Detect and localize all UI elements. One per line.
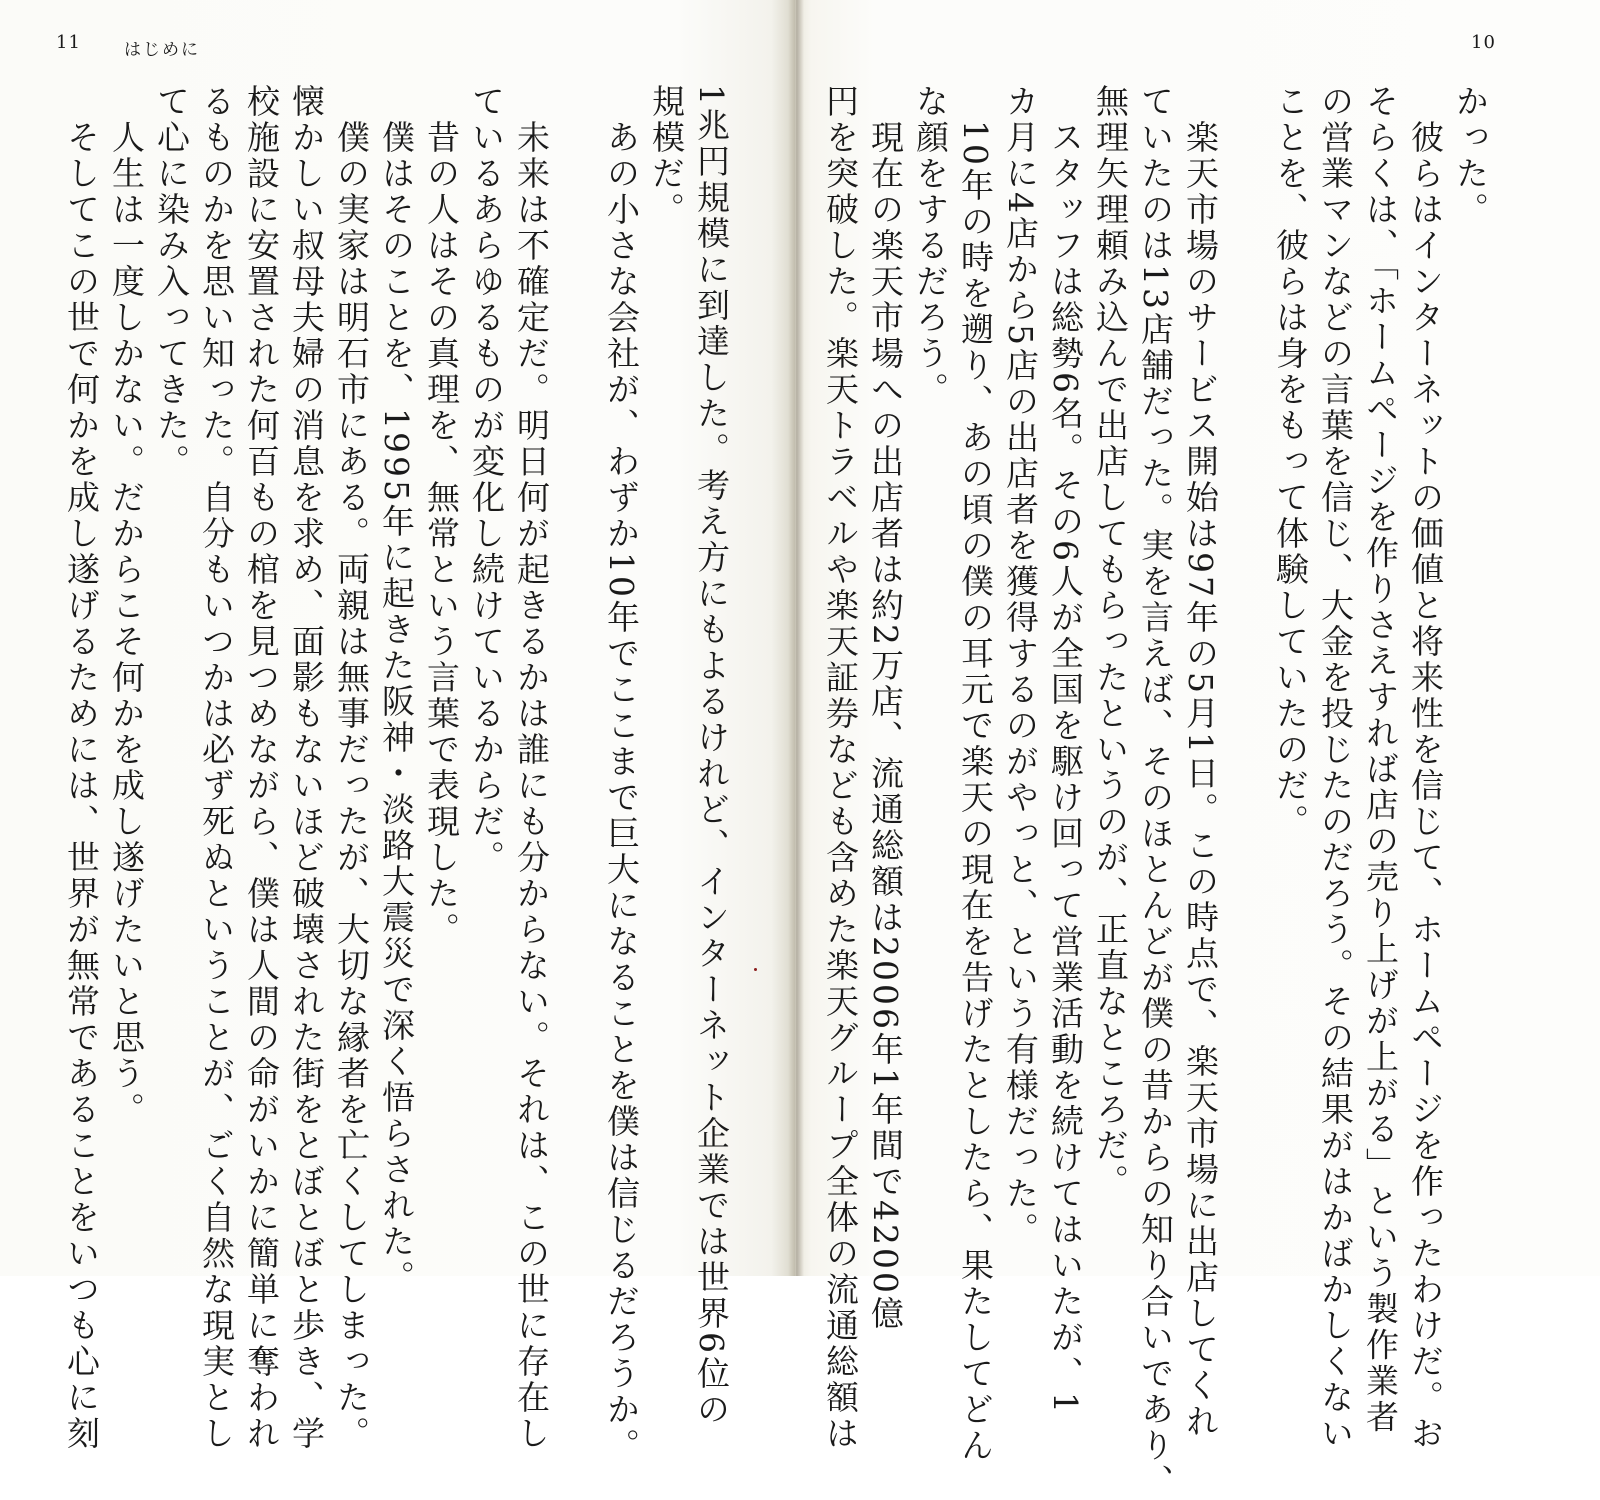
page-number-right: 10 xyxy=(1471,32,1496,53)
right-page-body: かった。 彼らはインターネットの価値と将来性を信じて、ホームページを作ったわけだ。お そらくは、「ホームページを作りさえすれば店の売り上げが上がる」という製作業者 の営業マンなどの言葉を信じ、大金を投じたのだろう。その結果がはかばかしくない ことを、彼らは身をもって体験していたのだ。 楽天市場のサービス開始は97年の5月1日。この時点で、楽天市場に出店してくれ ていたのは13店舗だった。実を言えば、そのほとんどが僕の昔からの知り合いであり、 無理矢理頼み込んで出店してもらったというのが、正直なところだ。 スタッフは総勢6名。その6人が全国を駆け回って営業活動を続けてはいたが、1 カ月に4店から5店の出店者を獲得するのがやっと、という有様だった。 10年の時を遡り、あの頃の僕の耳元で楽天の現在を告げたとしたら、果たしてどん な顔をするだろう。 現在の楽天市場への出店者は約2万店、流通総額は2006年1年間で4200億 円を突破した。楽天トラベルや楽天証券なども含めた楽天グループ全体の流通総額は xyxy=(821,84,1490,1500)
running-head: はじめに xyxy=(124,40,200,60)
left-page-body: 1兆円規模に到達した。考え方にもよるけれど、インターネット企業では世界6位の 規模だ。 あの小さな会社が、わずか10年でここまで巨大になることを僕は信じるだろうか。 未来は不確定だ。明日何が起きるかは誰にも分からない。それは、この世に存在し ているあらゆるものが変化し続けているからだ。 昔の人はその真理を、無常という言葉で表現した。 僕はそのことを、1995年に起きた阪神・淡路大震災で深く悟らされた。 僕の実家は明石市にある。両親は無事だったが、大切な縁者を亡くしてしまった。 懐かしい叔母夫婦の消息を求め、面影もないほど破壊された街をとぼとぼと歩き、学 校施設に安置された何百もの棺を見つめながら、僕は人間の命がいかに簡単に奪われ るものかを思い知った。自分もいつかは必ず死ぬということが、ごく自然な現実とし て心に染み入ってきた。 人生は一度しかない。だからこそ何かを成し遂げたいと思う。 そしてこの世で何かを成し遂げるためには、世界が無常であることをいつも心に刻 xyxy=(62,84,731,1464)
left-page xyxy=(0,0,795,1464)
page-number-left: 11 xyxy=(56,32,81,53)
ink-speck xyxy=(754,968,757,971)
right-page xyxy=(795,0,1600,1500)
book-gutter xyxy=(788,0,804,1276)
